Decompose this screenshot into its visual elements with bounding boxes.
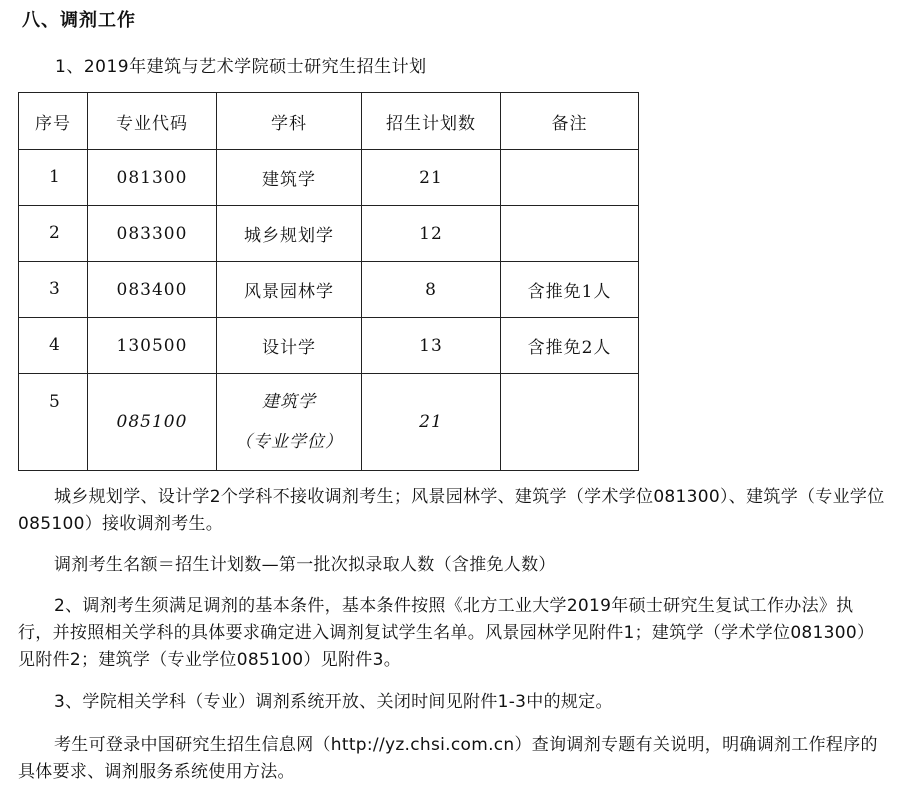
cell-plan: 12 — [362, 206, 501, 262]
cell-plan: 13 — [362, 318, 501, 374]
cell-no: 1 — [19, 150, 88, 206]
header-no: 序号 — [19, 93, 88, 150]
cell-subject — [217, 374, 362, 471]
enrollment-plan-table — [18, 92, 639, 471]
paragraph-quota-formula: 调剂考生名额＝招生计划数—第一批次拟录取人数（含推免人数） — [54, 555, 556, 575]
cell-plan: 21 — [362, 150, 501, 206]
cell-note — [501, 150, 639, 206]
cell-subject: 风景园林学 — [217, 262, 362, 318]
cell-subject: 建筑学 — [217, 150, 362, 206]
cell-note: 含推免2人 — [501, 318, 639, 374]
paragraph-conditions: 2、调剂考生须满足调剂的基本条件，基本条件按照《北方工业大学2019年硕士研究生复试工作办法》执行，并按照相关学科的具体要求确定进入调剂复试学生名单。风景园林学见附件1；建筑学（学术学位081300）见附件2；建筑学（专业学位085100）见附件3。 — [18, 596, 875, 670]
cell-code: 083400 — [88, 262, 217, 318]
section-heading: 八、调剂工作 — [22, 10, 136, 31]
cell-code: 081300 — [88, 150, 217, 206]
header-plan: 招生计划数 — [362, 93, 501, 150]
cell-code: 130500 — [88, 318, 217, 374]
cell-subject: 城乡规划学 — [217, 206, 362, 262]
table-row — [19, 206, 639, 262]
table-header-row — [19, 93, 639, 150]
cell-code: 085100 — [88, 374, 217, 471]
cell-no: 3 — [19, 262, 88, 318]
cell-note — [501, 206, 639, 262]
table-row — [19, 374, 639, 471]
header-subject: 学科 — [217, 93, 362, 150]
cell-note: 含推免1人 — [501, 262, 639, 318]
cell-no: 2 — [19, 206, 88, 262]
cell-plan: 8 — [362, 262, 501, 318]
cell-subject-line1: 建筑学 — [262, 392, 316, 412]
paragraph-system-time: 3、学院相关学科（专业）调剂系统开放、关闭时间见附件1-3中的规定。 — [54, 692, 613, 712]
header-note: 备注 — [501, 93, 639, 150]
header-code: 专业代码 — [88, 93, 217, 150]
table-caption: 1、2019年建筑与艺术学院硕士研究生招生计划 — [55, 57, 427, 77]
cell-code: 083300 — [88, 206, 217, 262]
paragraph-transfer-subjects: 城乡规划学、设计学2个学科不接收调剂考生；风景园林学、建筑学（学术学位081300）、建筑学（专业学位085100）接收调剂考生。 — [18, 487, 885, 534]
table-row — [19, 262, 639, 318]
cell-subject: 设计学 — [217, 318, 362, 374]
cell-no: 5 — [19, 374, 88, 471]
cell-plan: 21 — [362, 374, 501, 471]
cell-no: 4 — [19, 318, 88, 374]
cell-subject-line2: （专业学位） — [235, 432, 343, 452]
table-row — [19, 150, 639, 206]
table-row — [19, 318, 639, 374]
cell-note — [501, 374, 639, 471]
paragraph-website-info: 考生可登录中国研究生招生信息网（http://yz.chsi.com.cn）查询调剂专题有关说明，明确调剂工作程序的具体要求、调剂服务系统使用方法。 — [18, 735, 878, 782]
